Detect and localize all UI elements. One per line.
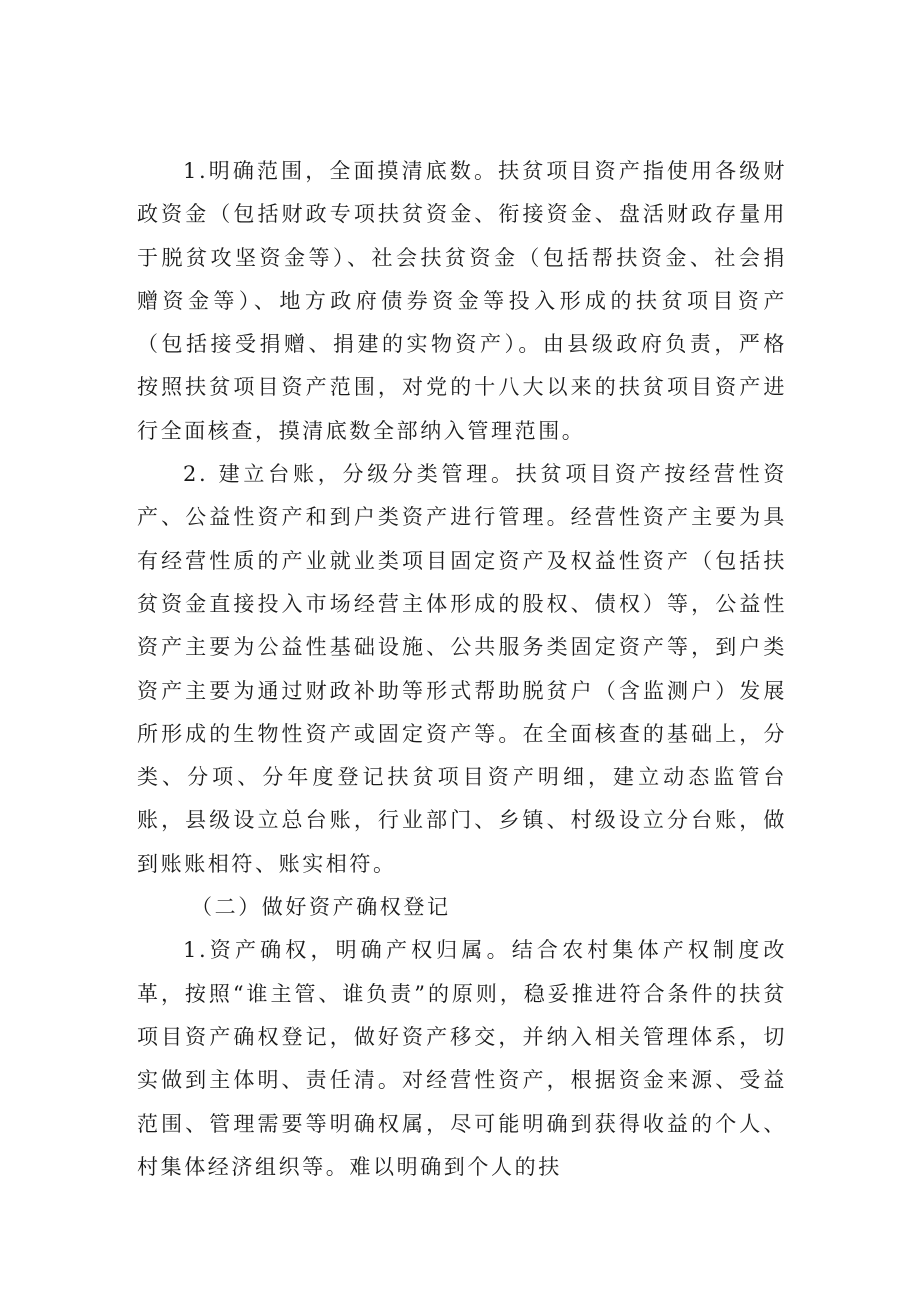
section-heading-asset-registration: （二）做好资产确权登记 [191, 895, 451, 920]
paragraph-scope-inventory: 1.明确范围，全面摸清底数。扶贫项目资产指使用各级财政资金（包括财政专项扶贫资金、衔接资金、盘活财政存量用于脱贫攻坚资金等）、社会扶贫资金（包括帮扶资金、社会捐赠资金等）、地方政府债券资金等投入形成的扶贫项目资产（包括接受捐赠、捐建的实物资产）。由县级政府负责，严格按照扶贫项目资产范围，对党的十八大以来的扶贫项目资产进行全面核查，摸清底数全部纳入管理范围。 [137, 159, 787, 443]
paragraph-asset-ownership: 1.资产确权，明确产权归属。结合农村集体产权制度改革，按照“谁主管、谁负责”的原则，稳妥推进符合条件的扶贫项目资产确权登记，做好资产移交，并纳入相关管理体系，切实做到主体明、责任清。对经营性资产，根据资金来源、受益范围、管理需要等明确权属，尽可能明确到获得收益的个人、村集体经济组织等。难以明确到个人的扶 [137, 938, 787, 1179]
paragraph-ledger-management: 2. 建立台账，分级分类管理。扶贫项目资产按经营性资产、公益性资产和到户类资产进行管理。经营性资产主要为具有经营性质的产业就业类项目固定资产及权益性资产（包括扶贫资金直接投入市场经营主体形成的股权、债权）等，公益性资产主要为公益性基础设施、公共服务类固定资产等，到户类资产主要为通过财政补助等形式帮助脱贫户（含监测户）发展所形成的生物性资产或固定资产等。在全面核查的基础上，分类、分项、分年度登记扶贫项目资产明细，建立动态监管台账，县级设立总台账，行业部门、乡镇、村级设立分台账，做到账账相符、账实相符。 [137, 462, 787, 876]
document-body [137, 150, 787, 1189]
